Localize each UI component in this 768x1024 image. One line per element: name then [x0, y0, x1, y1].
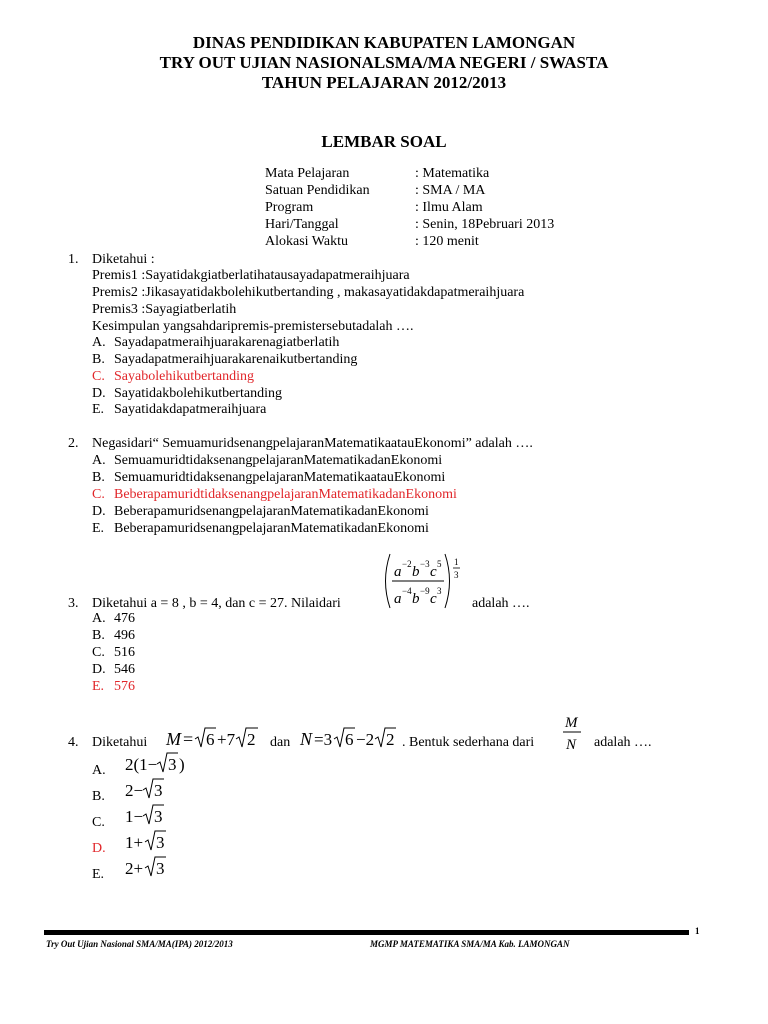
option-text: BeberapamuridtidaksenangpelajaranMatematikadanEkonomi	[114, 487, 457, 502]
option-letter: A.	[92, 453, 106, 468]
option-b-formula	[124, 776, 184, 804]
denominator-b-exp: −9	[420, 586, 430, 596]
info-label: Satuan Pendidikan	[265, 183, 370, 198]
question-number: 1.	[68, 252, 79, 267]
option-letter: C.	[92, 487, 105, 502]
formula-n	[298, 724, 398, 754]
info-value: : Senin, 18Pebruari 2013	[415, 217, 555, 232]
numerator-a: a	[394, 564, 402, 580]
option-text: Sayatidakbolehikutbertanding	[114, 386, 282, 401]
numerator-a-exp: −2	[402, 559, 412, 569]
radicand: 3	[154, 807, 163, 826]
option-text: 476	[114, 611, 135, 626]
question-text: . Bentuk sederhana dari	[402, 735, 535, 750]
numerator-b-exp: −3	[420, 559, 430, 569]
option-expression: 2+	[125, 859, 144, 878]
option-b	[92, 352, 357, 368]
radicand: 6	[345, 730, 354, 749]
equals-coefficient: =3	[314, 730, 333, 749]
option-e	[92, 521, 429, 537]
option-c-answer	[92, 487, 457, 503]
equals-sign: =	[183, 729, 194, 749]
option-letter: A.	[92, 335, 106, 350]
option-expression: 2−	[125, 781, 144, 800]
option-text: BeberapamuridsenangpelajaranMatematikadanEkonomi	[114, 521, 429, 536]
numerator-c: c	[430, 564, 437, 580]
option-expression: 1+	[125, 833, 144, 852]
option-text: SemuamuridtidaksenangpelajaranMatematikaatauEkonomi	[114, 470, 446, 485]
premise: Premis2 :Jikasayatidakbolehikutbertanding , makasayatidakdapatmeraihjuara	[92, 285, 525, 300]
closing-paren: )	[179, 755, 185, 774]
minus-coefficient: −2	[356, 730, 375, 749]
option-letter: C.	[92, 369, 105, 384]
option-c-formula	[124, 802, 184, 830]
question-number: 2.	[68, 436, 79, 451]
option-b	[92, 628, 135, 644]
option-a-formula	[124, 750, 194, 778]
option-text: 516	[114, 645, 135, 660]
fraction-numerator: M	[565, 715, 578, 731]
radicand: 3	[154, 781, 163, 800]
option-letter: A.	[92, 611, 106, 626]
option-letter: B.	[92, 628, 105, 643]
option-d	[92, 386, 282, 402]
option-a	[92, 335, 339, 351]
info-label: Alokasi Waktu	[265, 234, 348, 249]
option-letter: B.	[92, 470, 105, 485]
option-text: Sayadapatmeraihjuarakarenagiatberlatih	[114, 335, 340, 350]
question-number: 4.	[68, 735, 79, 750]
denominator-c-exp: 3	[437, 586, 442, 596]
option-letter: D.	[92, 662, 106, 677]
option-letter: E.	[92, 679, 105, 694]
info-label: Program	[265, 200, 314, 215]
option-letter: D.	[92, 386, 106, 401]
option-letter: E.	[92, 402, 105, 417]
option-a	[92, 611, 135, 627]
sheet-title: LEMBAR SOAL	[321, 132, 447, 151]
right-paren	[445, 554, 450, 608]
option-text: SemuamuridtidaksenangpelajaranMatematikadanEkonomi	[114, 453, 443, 468]
info-label: Mata Pelajaran	[265, 166, 350, 181]
option-text: 496	[114, 628, 135, 643]
option-text: Sayatidakdapatmeraihjuara	[114, 402, 267, 417]
info-value: : 120 menit	[415, 234, 479, 249]
numerator-c-exp: 5	[437, 559, 442, 569]
option-b	[92, 470, 445, 486]
question-suffix: adalah ….	[472, 596, 530, 611]
option-letter: E.	[92, 867, 105, 882]
option-letter: B.	[92, 352, 105, 367]
option-text: Sayabolehikutbertanding	[114, 369, 254, 384]
option-c	[92, 645, 135, 661]
option-d	[92, 504, 429, 520]
premise: Premis1 :Sayatidakgiatberlatihatausayadapatmeraihjuara	[92, 268, 410, 283]
question-text: Diketahui a = 8 , b = 4, dan c = 27. Nilaidari	[92, 596, 341, 611]
power-formula	[382, 552, 467, 610]
header-line-1: DINAS PENDIDIKAN KABUPATEN LAMONGAN	[192, 33, 576, 52]
radicand: 6	[206, 730, 215, 749]
denominator-a: a	[394, 591, 402, 607]
question-text: Kesimpulan yangsahdaripremis-premistersebutadalah ….	[92, 319, 414, 334]
option-letter: D.	[92, 504, 106, 519]
option-letter-answer: D.	[92, 841, 106, 856]
radicand: 2	[247, 730, 256, 749]
info-label: Hari/Tanggal	[265, 217, 339, 232]
option-a	[92, 453, 442, 469]
power-numerator: 1	[454, 557, 459, 567]
footer-left: Try Out Ujian Nasional SMA/MA(IPA) 2012/2013	[46, 939, 233, 949]
premise: Premis3 :Sayagiatberlatih	[92, 302, 237, 317]
denominator-b: b	[412, 591, 420, 607]
option-letter: C.	[92, 815, 105, 830]
fraction-m-over-n	[560, 710, 584, 756]
conjunction: dan	[270, 735, 291, 750]
option-text: 576	[114, 679, 135, 694]
power-denominator: 3	[454, 570, 459, 580]
footer-right: MGMP MATEMATIKA SMA/MA Kab. LAMONGAN	[370, 939, 570, 949]
radicand: 3	[156, 833, 165, 852]
option-e-answer	[92, 679, 135, 695]
fraction-denominator: N	[566, 737, 577, 753]
radicand: 2	[386, 730, 395, 749]
option-c-answer	[92, 369, 254, 385]
question-text: Negasidari“ SemuamuridsenangpelajaranMatematikaatauEkonomi” adalah ….	[92, 436, 533, 451]
radicand: 3	[156, 859, 165, 878]
option-letter: C.	[92, 645, 105, 660]
option-d	[92, 662, 135, 678]
header-line-2: TRY OUT UJIAN NASIONALSMA/MA NEGERI / SWASTA	[159, 53, 609, 72]
option-e	[92, 402, 266, 418]
info-value: : SMA / MA	[415, 183, 486, 198]
question-number: 3.	[68, 596, 79, 611]
option-expression: 2(1−	[125, 755, 158, 774]
denominator-c: c	[430, 591, 437, 607]
option-text: Sayadapatmeraihjuarakarenaikutbertanding	[114, 352, 358, 367]
option-letter: B.	[92, 789, 105, 804]
n-symbol: N	[300, 729, 313, 749]
question-suffix: adalah ….	[594, 735, 652, 750]
option-text: 546	[114, 662, 135, 677]
m-symbol: M	[166, 729, 181, 749]
info-value: : Ilmu Alam	[415, 200, 483, 215]
header-line-3: TAHUN PELAJARAN 2012/2013	[261, 73, 507, 92]
option-letter: E.	[92, 521, 105, 536]
plus-coefficient: +7	[217, 730, 236, 749]
info-value: : Matematika	[415, 166, 490, 181]
question-intro: Diketahui :	[92, 252, 155, 267]
question-intro: Diketahui	[92, 735, 148, 750]
page-number: 1	[695, 926, 700, 936]
radicand: 3	[168, 755, 177, 774]
left-paren	[386, 554, 391, 608]
option-d-formula	[124, 828, 184, 856]
footer-divider	[44, 930, 689, 935]
option-letter: A.	[92, 763, 106, 778]
option-text: BeberapamuridsenangpelajaranMatematikadanEkonomi	[114, 504, 429, 519]
denominator-a-exp: −4	[402, 586, 412, 596]
option-e-formula	[124, 854, 184, 882]
numerator-b: b	[412, 564, 420, 580]
option-expression: 1−	[125, 807, 144, 826]
